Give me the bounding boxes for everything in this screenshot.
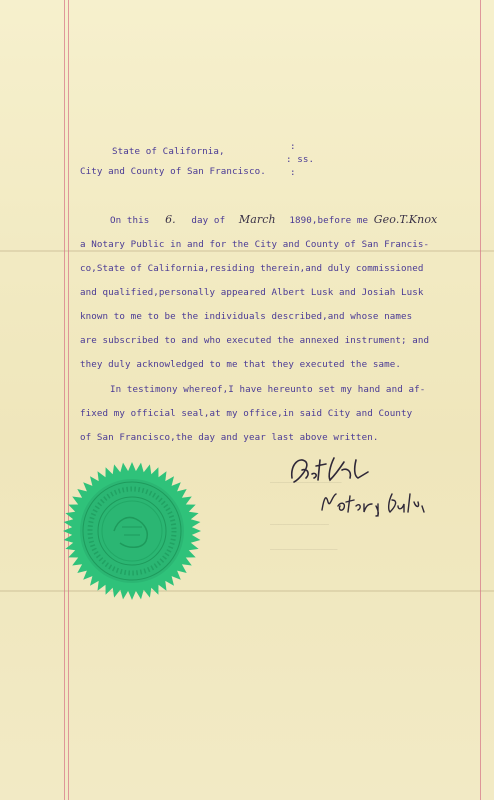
left-margin-rule: [64, 0, 65, 800]
body-line: co,State of California,residing therein,and duly commissioned: [80, 263, 424, 274]
venue-colon: :: [290, 141, 296, 152]
body-line: known to me to be the individuals described,and whose names: [80, 311, 413, 322]
month-handwritten: March: [238, 213, 276, 226]
left-margin-rule: [68, 0, 69, 800]
notary-seal: [62, 461, 202, 601]
on-this-text: On this: [110, 215, 150, 226]
show-through-text: ——————————————: [270, 520, 330, 528]
body-line: they duly acknowledged to me that they executed the same.: [80, 359, 401, 370]
body-line: a Notary Public in and for the City and County of San Francis-: [80, 239, 430, 250]
right-margin-rule: [480, 0, 481, 800]
day-handwritten: 6.: [165, 213, 176, 226]
show-through-text: ————————————————: [270, 545, 338, 553]
notary-signature: [286, 452, 376, 492]
testimony-line: of San Francisco,the day and year last above written.: [80, 432, 379, 443]
notary-name-handwritten: Geo.T.Knox: [373, 213, 438, 226]
show-through-text: —————————————————: [270, 478, 342, 486]
venue-ss: : ss.: [286, 154, 315, 165]
year-text: 1890,before me: [289, 215, 369, 226]
venue-state: State of California,: [112, 146, 225, 157]
body-line: are subscribed to and who executed the annexed instrument; and: [80, 335, 430, 346]
venue-colon: :: [290, 167, 296, 178]
body-line-1: [110, 213, 437, 228]
venue-city: City and County of San Francisco.: [80, 166, 266, 177]
testimony-line: fixed my official seal,at my office,in said City and County: [80, 408, 413, 419]
day-of-text: day of: [191, 215, 226, 226]
notary-public-signature: [318, 488, 428, 518]
testimony-line: In testimony whereof,I have hereunto set my hand and af-: [110, 384, 426, 395]
body-line: and qualified,personally appeared Albert Lusk and Josiah Lusk: [80, 287, 424, 298]
